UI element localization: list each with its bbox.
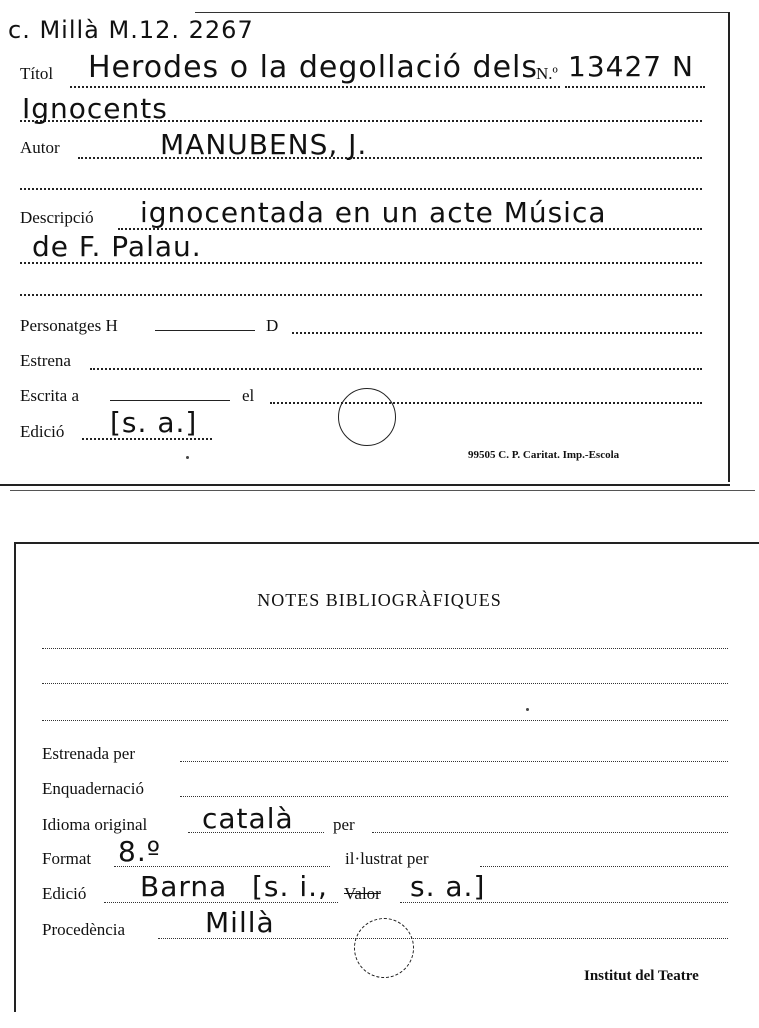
idioma-label: Idioma original [42, 815, 148, 834]
printer-note: 99505 C. P. Caritat. Imp.-Escola [468, 449, 620, 461]
notes-line-3 [42, 720, 728, 721]
enquadernacio-line [180, 796, 728, 797]
card-left-border [14, 542, 16, 1012]
personatges-d-label: D [266, 316, 279, 335]
el-line [270, 402, 702, 404]
escrita-line [110, 400, 230, 401]
descripcio-value-2: de F. Palau. [32, 230, 202, 263]
valor-label: Valor [344, 884, 381, 903]
format-value: 8.º [118, 835, 161, 868]
blank-line-2 [20, 294, 702, 296]
illustrat-label: il·lustrat per [345, 849, 429, 868]
catalog-card-back [0, 530, 759, 1028]
numero-line [565, 86, 705, 88]
titol-label: Títol [20, 64, 54, 83]
catalog-note: c. Millà M.12. 2267 [8, 16, 254, 44]
ink-speck [526, 708, 529, 711]
procedencia-label: Procedència [42, 920, 126, 939]
per-label: per [333, 815, 355, 834]
personatges-d-line [292, 332, 702, 334]
edicio-place: Barna [140, 870, 228, 903]
punch-hole-circle [338, 388, 396, 446]
autor-label: Autor [20, 138, 60, 157]
card-right-border [728, 12, 730, 482]
punch-hole-circle [354, 918, 414, 978]
catalog-card-front [0, 0, 759, 495]
notes-line-2 [42, 683, 728, 684]
autor-value: MANUBENS, J. [160, 128, 368, 161]
illustrat-line [480, 866, 728, 867]
escrita-label: Escrita a [20, 386, 79, 405]
estrenada-label: Estrenada per [42, 744, 135, 763]
ink-speck [186, 456, 189, 459]
procedencia-value: Millà [205, 906, 275, 939]
blank-line-1 [20, 188, 702, 190]
enquadernacio-label: Enquadernació [42, 779, 144, 798]
idioma-value: català [202, 802, 294, 835]
estrena-label: Estrena [20, 351, 71, 370]
edicio-label: Edició [20, 422, 65, 441]
per-line [372, 832, 728, 833]
notes-line-1 [42, 648, 728, 649]
notes-heading: NOTES BIBLIOGRÀFIQUES [257, 590, 502, 610]
titol-line [70, 86, 560, 88]
estrenada-line [180, 761, 728, 762]
titol-value: Herodes o la degollació dels [88, 50, 538, 85]
format-label: Format [42, 849, 92, 868]
estrena-line [90, 368, 702, 370]
el-label: el [242, 386, 255, 405]
numero-label: N.º [536, 64, 558, 83]
numero-value: 13427 N [568, 50, 694, 83]
edicio-sa: s. a.] [410, 870, 486, 903]
edicio-label: Edició [42, 884, 87, 903]
card-bottom-edge [10, 490, 755, 491]
card-bottom-border [0, 484, 730, 486]
descripcio-label: Descripció [20, 208, 94, 227]
titol-value-2: Ignocents [22, 92, 168, 125]
institution-footer: Institut del Teatre [584, 968, 699, 984]
edicio-value: [s. a.] [110, 406, 198, 439]
card-top-border [195, 12, 730, 13]
card-top-border [14, 542, 759, 544]
personatges-label: Personatges H [20, 316, 118, 335]
personatges-h-line [155, 330, 255, 331]
edicio-si: [s. i., [252, 870, 328, 903]
descripcio-value: ignocentada en un acte Música [140, 196, 607, 229]
